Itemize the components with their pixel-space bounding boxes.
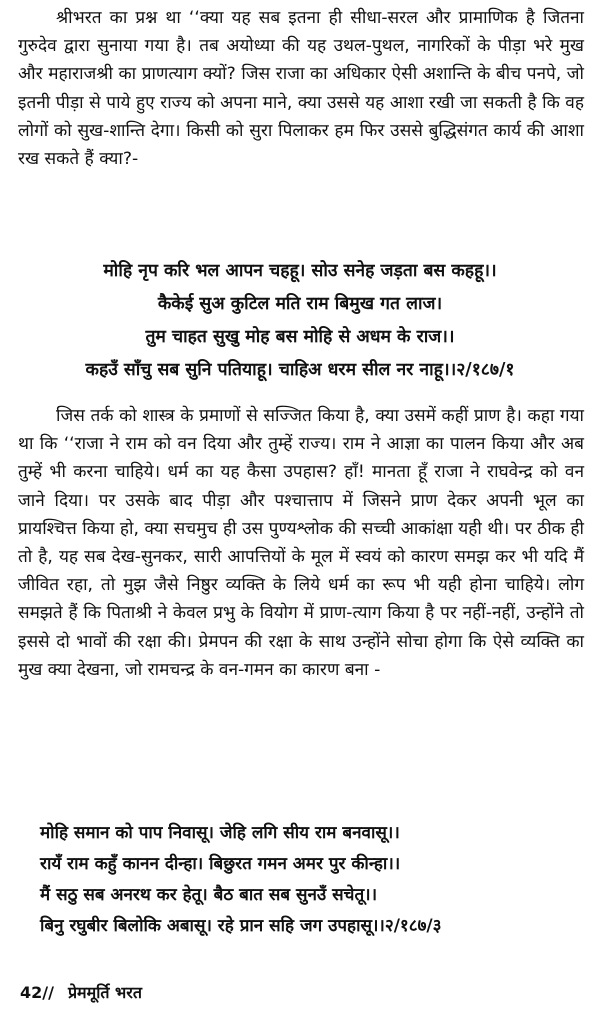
page-number: 42//	[20, 983, 54, 1002]
verse-block-1	[0, 255, 600, 387]
verse-line: मैं सठु सब अनरथ कर हेतू। बैठ बात सब सुनउँ सचेतू।।	[40, 885, 378, 905]
page-footer	[20, 982, 142, 1004]
prose-paragraph-2: जिस तर्क को शास्त्र के प्रमाणों से सज्जित किया है, क्या उसमें कहीं प्राण है। कहा गया था कि ‘‘राजा ने राम को वन दिया और तुम्हें राज्य। राम ने आज्ञा का पालन किया और अब तुम्हें भी करना चाहिये। धर्म का यह कैसा उपहास? हाँ! मानता हूँ राजा ने राघवेन्द्र को वन जाने दिया। पर उसके बाद पीड़ा और पश्चात्ताप में जिसने प्राण देकर अपनी भूल का प्रायश्चित्त किया हो, क्या सचमुच ही उस पुण्यश्लोक की सच्ची आकांक्षा यही थी। पर ठीक ही तो है, यह सब देख-सुनकर, सारी आपत्तियों के मूल में स्वयं को कारण समझ कर भी यदि मैं जीवित रहा, तो मुझ जैसे निष्ठुर व्यक्ति के लिये धर्म का रूप भी यही होना चाहिये। लोग समझते हैं कि पिताश्री ने केवल प्रभु के वियोग में प्राण-त्याग किया है पर नहीं-नहीं, उन्होंने तो इससे दो भावों की रक्षा की। प्रेमपन की रक्षा के साथ उन्होंने सोचा होगा कि ऐसे व्यक्ति का मुख क्या देखना, जो रामचन्द्र के वन-गमन का कारण बना -	[18, 406, 584, 680]
verse-line: तुम चाहत सुखु मोह बस मोहि से अधम के राज।।	[145, 327, 455, 347]
verse-line: कहउँ साँचु सब सुनि पतियाहू। चाहिअ धरम सील नर नाहू।।२/१८७/१	[85, 360, 515, 380]
verse-line: रायँ राम कहुँ कानन दीन्हा। बिछुरत गमन अमर पुर कीन्हा।।	[40, 854, 401, 874]
verse-block-2	[40, 818, 600, 942]
verse-line: कैकेई सुअ कुटिल मति राम बिमुख गत लाज।	[157, 294, 443, 314]
prose-paragraph-1: श्रीभरत का प्रश्न था ‘‘क्या यह सब इतना ही सीधा-सरल और प्रामाणिक है जितना गुरुदेव द्वारा सुनाया गया है। तब अयोध्या की यह उथल-पुथल, नागरिकों के पीड़ा भरे मुख और महाराजश्री का प्राणत्याग क्यों? जिस राजा का अधिकार ऐसी अशान्ति के बीच पनपे, जो इतनी पीड़ा से पाये हुए राज्य को अपना माने, क्या उससे यह आशा रखी जा सकती है कि वह लोगों को सुख-शान्ति देगा। किसी को सुरा पिलाकर हम फिर उससे बुद्धिसंगत कार्य की आशा रख सकते हैं क्या?-	[18, 8, 584, 170]
verse-line: बिनु रघुबीर बिलोकि अबासू। रहे प्रान सहि जग उपहासू।।२/१८७/३	[40, 916, 442, 936]
book-title: प्रेममूर्ति भरत	[67, 983, 142, 1002]
verse-line: मोहि समान को पाप निवासू। जेहि लगि सीय राम बनवासू।।	[40, 823, 400, 843]
verse-line: मोहि नृप करि भल आपन चहहू। सोउ सनेह जड़ता बस कहहू।।	[103, 261, 497, 281]
